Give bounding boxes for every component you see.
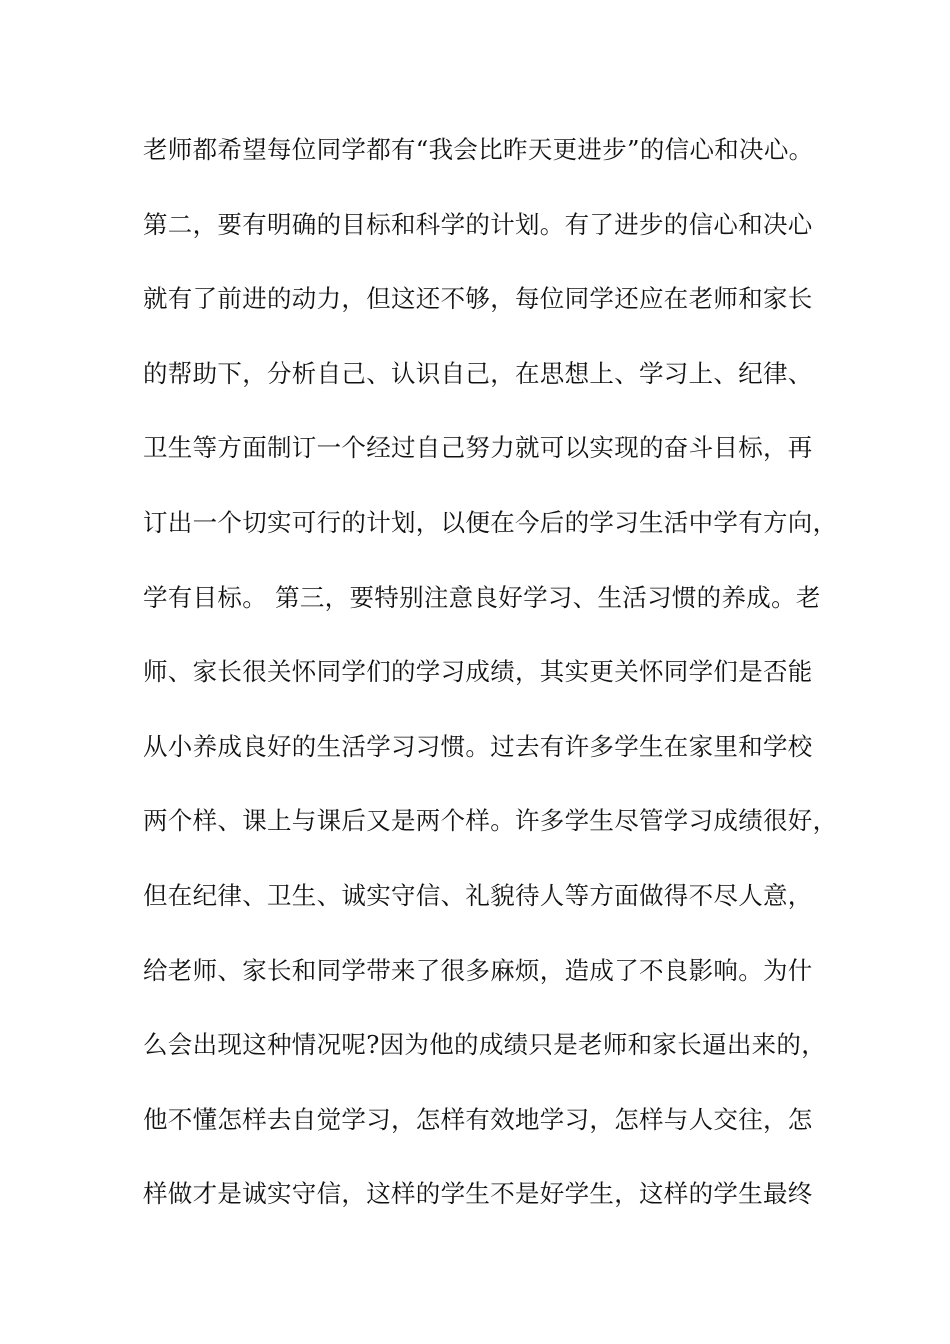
text-line: 师、家长很关怀同学们的学习成绩，其实更关怀同学们是否能 [143,657,813,687]
body-text [143,130,843,1249]
text-line: 卫生等方面制订一个经过自己努力就可以实现的奋斗目标，再 [143,433,813,463]
text-line: 就有了前进的动力，但这还不够，每位同学还应在老师和家长 [143,284,813,314]
text-line: 的帮助下，分析自己、认识自己，在思想上、学习上、纪律、 [143,358,813,388]
text-line: 给老师、家长和同学带来了很多麻烦，造成了不良影响。为什 [143,955,813,985]
text-line: 样做才是诚实守信，这样的学生不是好学生，这样的学生最终 [143,1179,813,1209]
text-line: 学有目标。 第三，要特别注意良好学习、生活习惯的养成。老 [143,582,821,612]
text-line: 他不懂怎样去自觉学习，怎样有效地学习，怎样与人交往，怎 [143,1104,813,1134]
text-line: 第二，要有明确的目标和科学的计划。有了进步的信心和决心 [143,209,813,239]
text-line: 两个样、课上与课后又是两个样。许多学生尽管学习成绩很好， [143,806,838,836]
text-line: 但在纪律、卫生、诚实守信、礼貌待人等方面做得不尽人意， [143,880,813,910]
text-line: 么会出现这种情况呢?因为他的成绩只是老师和家长逼出来的， [143,1030,827,1060]
text-line: 从小养成良好的生活学习习惯。过去有许多学生在家里和学校 [143,731,813,761]
text-line: 订出一个切实可行的计划，以便在今后的学习生活中学有方向， [143,507,838,537]
text-line: 老师都希望每位同学都有“我会比昨天更进步”的信心和决心。 [143,135,814,164]
